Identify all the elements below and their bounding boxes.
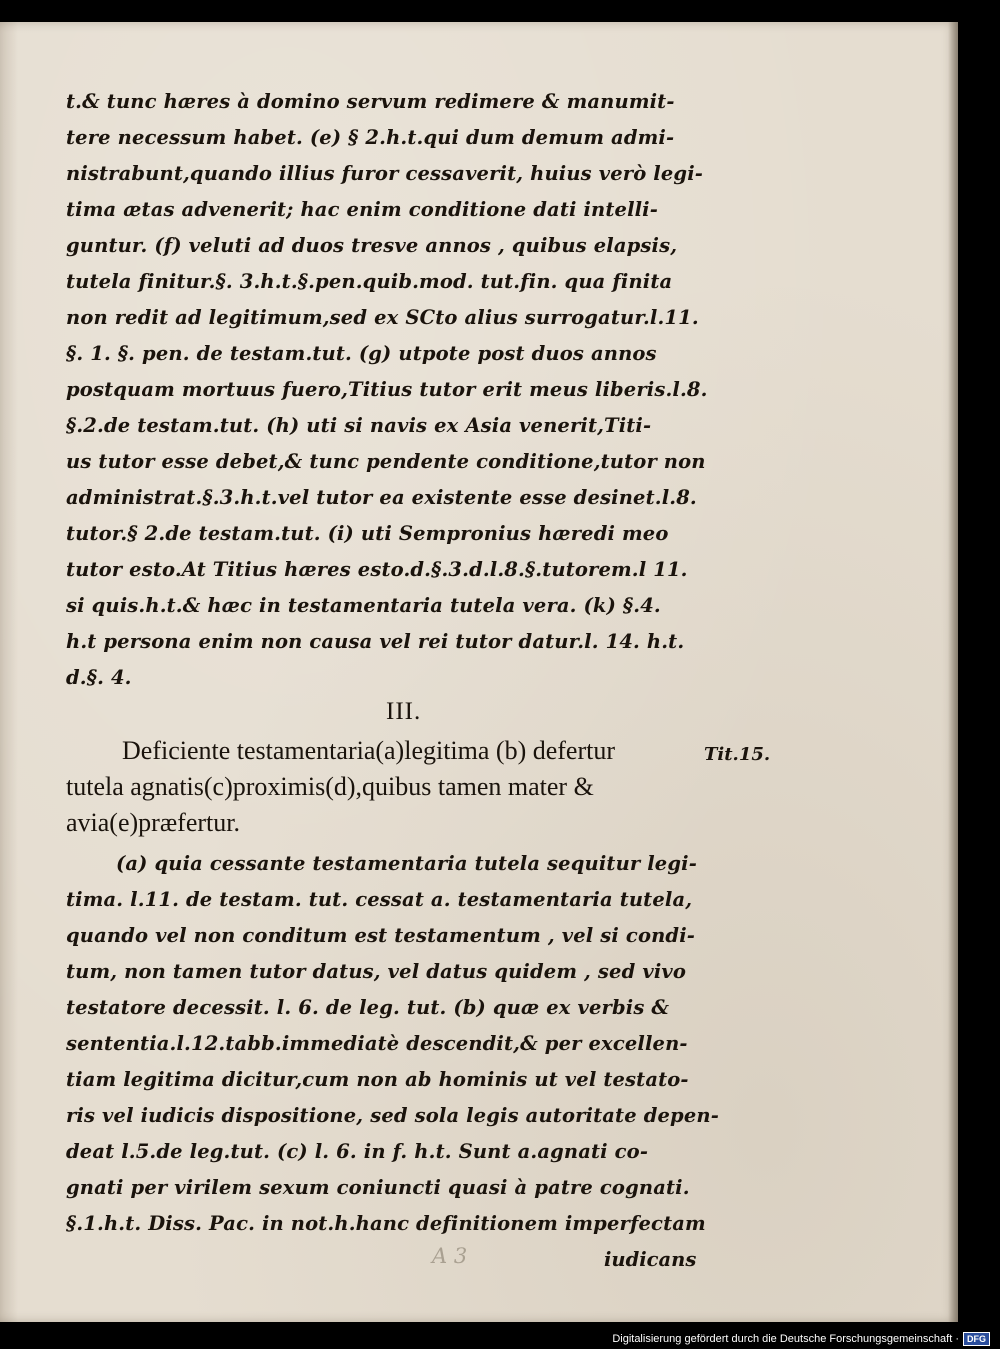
note-line: tiam legitima dicitur,cum non ab hominis ut vel testato- [66,1068,689,1091]
note-line: tutor.§ 2.de testam.tut. (i) uti Sempronius hæredi meo [66,522,669,545]
note-line: h.t persona enim non causa vel rei tutor datur.l. 14. h.t. [66,630,685,653]
note-line: guntur. (f) veluti ad duos tresve annos , quibus elapsis, [66,234,678,257]
rule-line: tutela agnatis(c)proximis(d),quibus tamen mater & [66,772,594,801]
scanned-page [0,22,958,1322]
note-line: deat l.5.de leg.tut. (c) l. 6. in f. h.t. Sunt a.agnati co- [66,1140,649,1163]
margin-reference: Tit.15. [704,744,771,765]
note-line: quando vel non conditum est testamentum , vel si condi- [66,924,696,947]
note-line: §.2.de testam.tut. (h) uti si navis ex Asia venerit,Titi- [66,414,652,437]
note-line: §.1.h.t. Diss. Pac. in not.h.hanc definitionem imperfectam [66,1212,706,1235]
dfg-logo: DFG [963,1332,990,1346]
page-edge [948,22,958,1322]
note-line: tima ætas advenerit; hac enim conditione dati intelli- [66,198,658,221]
note-line: si quis.h.t.& hæc in testamentaria tutela vera. (k) §.4. [66,594,661,617]
note-line: tutor esto.At Titius hæres esto.d.§.3.d.l.8.§.tutorem.l 11. [66,558,688,581]
note-line: administrat.§.3.h.t.vel tutor ea existente esse desinet.l.8. [66,486,697,509]
note-line: tere necessum habet. (e) § 2.h.t.qui dum demum admi- [66,126,675,149]
rule-line: avia(e)præfertur. [66,808,240,837]
note-line: non redit ad legitimum,sed ex SCto alius surrogatur.l.11. [66,306,699,329]
note-line: sententia.l.12.tabb.immediatè descendit,& per excellen- [66,1032,688,1055]
rule-line: Deficiente testamentaria(a)legitima (b) defertur [122,736,616,765]
note-line: gnati per virilem sexum coniuncti quasi à patre cognati. [66,1176,690,1199]
note-line: d.§. 4. [66,666,132,689]
section-heading: III. [386,698,422,725]
note-line: t.& tunc hæres à domino servum redimere & manumit- [66,90,675,113]
note-line: nistrabunt,quando illius furor cessaverit, huius verò legi- [66,162,703,185]
note-line: postquam mortuus fuero,Titius tutor erit meus liberis.l.8. [66,378,708,401]
note-line: testatore decessit. l. 6. de leg. tut. (b) quæ ex verbis & [66,996,670,1019]
note-line: ris vel iudicis dispositione, sed sola legis autoritate depen- [66,1104,719,1127]
note-line: us tutor esse debet,& tunc pendente conditione,tutor non [66,450,706,473]
signature-mark: A 3 [432,1244,468,1268]
note-line: tutela finitur.§. 3.h.t.§.pen.quib.mod. tut.fin. qua finita [66,270,673,293]
digitization-credit [612,1332,990,1346]
note-line: (a) quia cessante testamentaria tutela sequitur legi- [116,852,697,875]
note-line: §. 1. §. pen. de testam.tut. (g) utpote post duos annos [66,342,657,365]
note-line: tum, non tamen tutor datus, vel datus quidem , sed vivo [66,960,687,983]
note-line: tima. l.11. de testam. tut. cessat a. testamentaria tutela, [66,888,693,911]
credit-text: Digitalisierung gefördert durch die Deutsche Forschungsgemeinschaft · [612,1333,959,1345]
catchword: iudicans [604,1248,697,1271]
